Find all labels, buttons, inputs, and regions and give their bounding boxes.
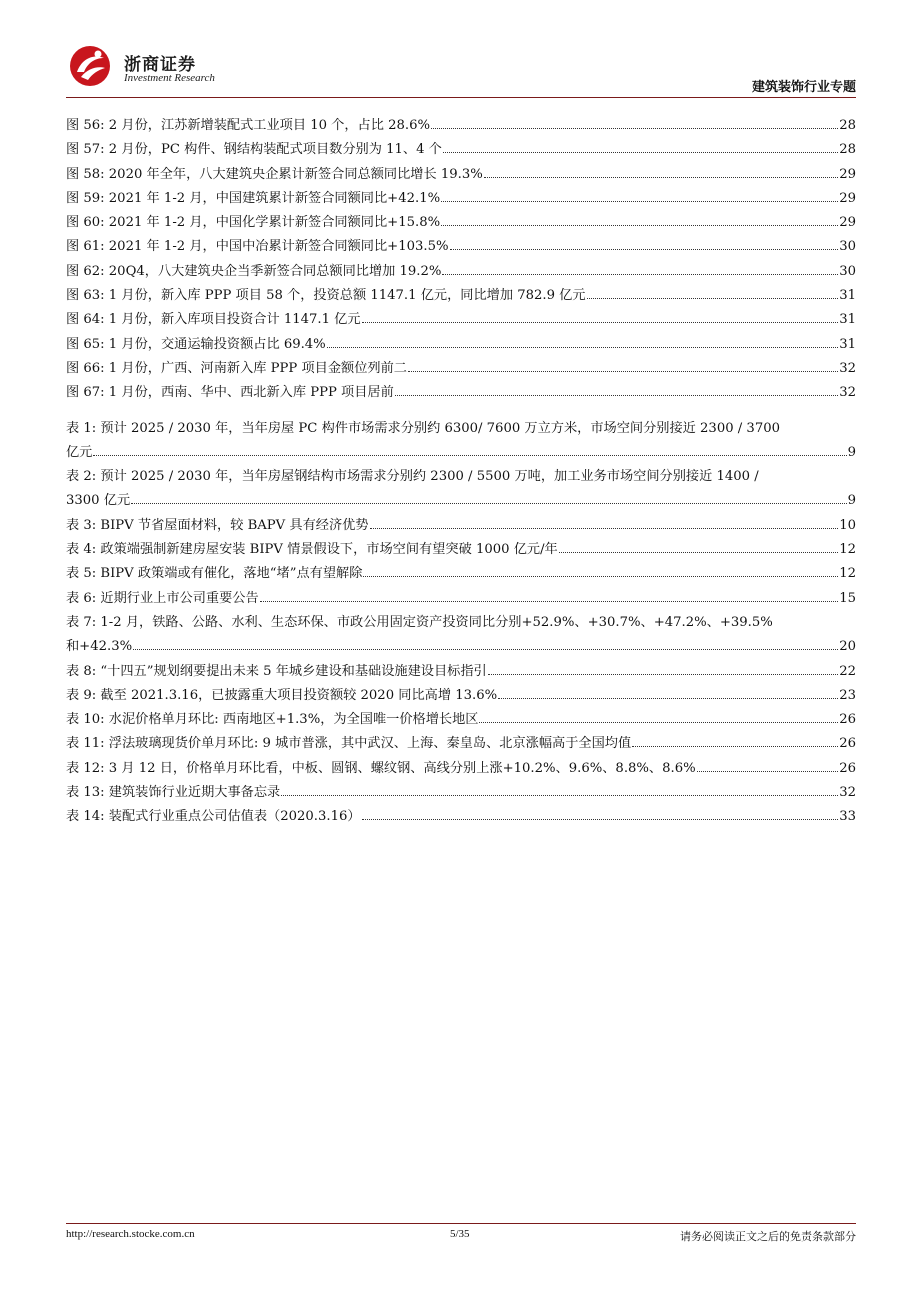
dot-leader — [488, 674, 838, 675]
dot-leader — [559, 552, 838, 553]
page-header — [66, 40, 856, 98]
dot-leader — [498, 698, 838, 699]
toc-entry-label: 图 67: 1 月份，西南、华中、西北新入库 PPP 项目居前 — [66, 385, 394, 401]
section-gap — [66, 406, 856, 417]
toc-entry-page: 26 — [839, 760, 856, 776]
toc-entry-page: 30 — [839, 239, 856, 255]
toc-entry-figure[interactable] — [66, 138, 856, 162]
dot-leader — [362, 819, 839, 820]
dot-leader — [131, 503, 846, 504]
toc-entry-table[interactable] — [66, 562, 856, 586]
toc-entry-table[interactable] — [66, 781, 856, 805]
toc-entry-figure[interactable] — [66, 235, 856, 259]
toc-entry-label-continued: 3300 亿元 — [66, 493, 131, 509]
toc-entry-label: 表 9: 截至 2021.3.16，已披露重大项目投资额较 2020 同比高增 13.6% — [66, 687, 498, 703]
dot-leader — [587, 298, 839, 299]
dot-leader — [441, 201, 838, 202]
toc-entry-table[interactable] — [66, 587, 856, 611]
toc-entry-figure[interactable] — [66, 308, 856, 332]
toc-entry-label: 图 61: 2021 年 1-2 月，中国中冶累计新签合同额同比+103.5% — [66, 239, 449, 255]
page-number: 5/35 — [450, 1228, 470, 1240]
toc-entry-label: 图 56: 2 月份，江苏新增装配式工业项目 10 个，占比 28.6% — [66, 118, 431, 133]
dot-leader — [370, 528, 839, 529]
toc-entry-label: 图 59: 2021 年 1-2 月，中国建筑累计新签合同额同比+42.1% — [66, 190, 441, 206]
disclaimer-note: 请务必阅读正文之后的免责条款部分 — [680, 1230, 856, 1243]
toc-entry-page: 33 — [839, 809, 856, 825]
footer-url-link[interactable]: http://research.stocke.com.cn — [66, 1228, 195, 1240]
toc-entry-figure[interactable] — [66, 114, 856, 138]
toc-entry-table[interactable] — [66, 514, 856, 538]
toc-entry-table[interactable] — [66, 660, 856, 684]
toc-entry-label: 表 2: 预计 2025 / 2030 年，当年房屋钢结构市场需求分别约 2300 / 5500 万吨，加工业务市场空间分别接近 1400 / — [66, 469, 759, 485]
toc-entry-figure[interactable] — [66, 163, 856, 187]
dot-leader — [484, 177, 838, 178]
dot-leader — [441, 225, 838, 226]
toc-entry-figure[interactable] — [66, 211, 856, 235]
toc-entry-page: 30 — [839, 263, 856, 279]
toc-entry-figure[interactable] — [66, 333, 856, 357]
toc-entry-page: 28 — [839, 142, 856, 158]
toc-entry-page: 22 — [839, 663, 856, 679]
dot-leader — [450, 249, 839, 250]
toc-entry-page: 32 — [839, 385, 856, 401]
toc-entry-label: 表 12: 3 月 12 日，价格单月环比看，中板、圆钢、螺纹钢、高线分别上涨+10.2%、9.6%、8.8%、8.6% — [66, 760, 696, 776]
dot-leader — [697, 771, 839, 772]
toc-entry-page: 26 — [839, 712, 856, 728]
toc-entry-table[interactable] — [66, 757, 856, 781]
toc-entry-table[interactable] — [66, 611, 856, 660]
toc-entry-page: 10 — [839, 517, 856, 533]
toc-entry-page: 29 — [839, 215, 856, 231]
toc-entry-table[interactable] — [66, 465, 856, 514]
dot-leader — [442, 274, 838, 275]
toc-entry-table[interactable] — [66, 684, 856, 708]
toc-entry-table[interactable] — [66, 805, 856, 829]
toc-entry-page: 31 — [839, 288, 856, 304]
toc-entry-label-continued: 和+42.3% — [66, 639, 133, 655]
toc-entry-label: 图 58: 2020 年全年，八大建筑央企累计新签合同总额同比增长 19.3% — [66, 166, 483, 182]
toc-entry-page: 29 — [839, 166, 856, 182]
report-title: 建筑装饰行业专题 — [751, 80, 856, 95]
toc-entry-page: 20 — [839, 639, 856, 655]
table-list — [66, 417, 856, 830]
dot-leader — [632, 746, 838, 747]
dot-leader — [479, 722, 838, 723]
toc-entry-page: 23 — [839, 687, 856, 703]
toc-entry-page: 15 — [839, 590, 856, 606]
toc-entry-label: 图 63: 1 月份，新入库 PPP 项目 58 个，投资总额 1147.1 亿元，同比增加 782.9 亿元 — [66, 288, 586, 304]
toc-entry-label: 表 1: 预计 2025 / 2030 年，当年房屋 PC 构件市场需求分别约 6300/ 7600 万立方米，市场空间分别接近 2300 / 3700 — [66, 420, 780, 436]
toc-entry-figure[interactable] — [66, 260, 856, 284]
toc-entry-page: 12 — [839, 542, 856, 558]
dot-leader — [395, 395, 838, 396]
dot-leader — [327, 347, 839, 348]
toc-entry-label: 表 11: 浮法玻璃现货价单月环比: 9 城市普涨，其中武汉、上海、秦皇岛、北京涨幅高于全国均值 — [66, 736, 632, 752]
toc-entry-figure[interactable] — [66, 381, 856, 405]
toc-entry-label: 表 5: BIPV 政策端或有催化，落地“堵”点有望解除 — [66, 566, 363, 582]
brand-tagline: Investment Research — [124, 72, 215, 84]
figure-list — [66, 114, 856, 406]
table-of-contents — [66, 114, 856, 830]
toc-entry-page: 28 — [839, 118, 856, 133]
toc-entry-table[interactable] — [66, 417, 856, 466]
toc-entry-label-continued: 亿元 — [66, 444, 93, 460]
toc-entry-figure[interactable] — [66, 187, 856, 211]
toc-entry-label: 图 60: 2021 年 1-2 月，中国化学累计新签合同额同比+15.8% — [66, 215, 441, 231]
dot-leader — [362, 322, 839, 323]
toc-entry-table[interactable] — [66, 538, 856, 562]
toc-entry-label: 表 8: “十四五”规划纲要提出未来 5 年城乡建设和基础设施建设目标指引 — [66, 663, 487, 679]
toc-entry-label: 图 57: 2 月份，PC 构件、钢结构装配式项目数分别为 11、4 个 — [66, 142, 442, 158]
toc-entry-page: 9 — [847, 493, 856, 509]
brand-logo-icon — [68, 44, 112, 88]
dot-leader — [260, 601, 839, 602]
toc-entry-label: 表 6: 近期行业上市公司重要公告 — [66, 590, 259, 606]
toc-entry-figure[interactable] — [66, 284, 856, 308]
dot-leader — [431, 128, 838, 129]
toc-entry-label: 表 14: 装配式行业重点公司估值表（2020.3.16） — [66, 809, 361, 825]
toc-entry-page: 9 — [847, 444, 856, 460]
toc-entry-page: 26 — [839, 736, 856, 752]
toc-entry-label: 图 66: 1 月份，广西、河南新入库 PPP 项目金额位列前二 — [66, 360, 407, 376]
dot-leader — [408, 371, 838, 372]
toc-entry-label: 表 4: 政策端强制新建房屋安装 BIPV 情景假设下，市场空间有望突破 1000 亿元/年 — [66, 542, 558, 558]
dot-leader — [133, 649, 838, 650]
dot-leader — [363, 576, 838, 577]
toc-entry-page: 12 — [839, 566, 856, 582]
toc-entry-label: 图 64: 1 月份，新入库项目投资合计 1147.1 亿元 — [66, 312, 361, 328]
toc-entry-label: 表 3: BIPV 节省屋面材料，较 BAPV 具有经济优势 — [66, 517, 369, 533]
toc-entry-page: 31 — [839, 336, 856, 352]
toc-entry-label: 表 13: 建筑装饰行业近期大事备忘录 — [66, 785, 281, 801]
header-divider — [66, 97, 856, 98]
toc-entry-figure[interactable] — [66, 357, 856, 381]
dot-leader — [93, 455, 846, 456]
toc-entry-label: 表 7: 1-2 月，铁路、公路、水利、生态环保、市政公用固定资产投资同比分别+52.9%、+30.7%、+47.2%、+39.5% — [66, 614, 773, 630]
toc-entry-label: 图 62: 20Q4，八大建筑央企当季新签合同总额同比增加 19.2% — [66, 263, 442, 279]
toc-entry-table[interactable] — [66, 732, 856, 756]
toc-entry-page: 29 — [839, 190, 856, 206]
toc-entry-table[interactable] — [66, 708, 856, 732]
brand-name: 浙商证券 — [124, 55, 196, 75]
toc-entry-page: 32 — [839, 360, 856, 376]
dot-leader — [281, 795, 838, 796]
dot-leader — [443, 152, 838, 153]
toc-entry-label: 表 10: 水泥价格单月环比: 西南地区+1.3%，为全国唯一价格增长地区 — [66, 712, 479, 728]
toc-entry-page: 32 — [839, 785, 856, 801]
toc-entry-label: 图 65: 1 月份，交通运输投资额占比 69.4% — [66, 336, 326, 352]
footer-divider — [66, 1223, 856, 1224]
toc-entry-page: 31 — [839, 312, 856, 328]
